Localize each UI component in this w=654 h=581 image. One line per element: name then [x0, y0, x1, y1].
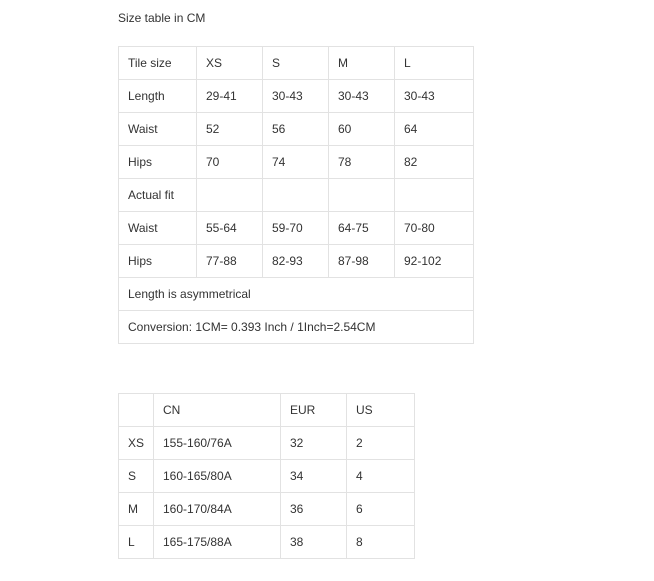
table-header-row [119, 394, 415, 427]
header-cell: CN [154, 394, 281, 427]
table-cell: 64-75 [329, 212, 395, 245]
table-row [119, 493, 415, 526]
table-row [119, 460, 415, 493]
table-cell: 70-80 [395, 212, 474, 245]
size-table [118, 46, 474, 344]
table-cell: 60 [329, 113, 395, 146]
table-cell: 160-165/80A [154, 460, 281, 493]
table-cell: 70 [197, 146, 263, 179]
table-cell [395, 179, 474, 212]
header-cell: XS [197, 47, 263, 80]
table-cell: 32 [281, 427, 347, 460]
table-cell: 6 [347, 493, 415, 526]
header-cell: S [263, 47, 329, 80]
table-row [119, 427, 415, 460]
table-cell: 30-43 [395, 80, 474, 113]
header-cell: M [329, 47, 395, 80]
header-cell: EUR [281, 394, 347, 427]
table-cell: 52 [197, 113, 263, 146]
table-cell: 30-43 [329, 80, 395, 113]
table-cell: 87-98 [329, 245, 395, 278]
table-cell: 30-43 [263, 80, 329, 113]
table-cell: 64 [395, 113, 474, 146]
table-row [119, 526, 415, 559]
table-header-row [119, 47, 474, 80]
row-label: Length [119, 80, 197, 113]
table-cell: 2 [347, 427, 415, 460]
row-label: Hips [119, 146, 197, 179]
row-label: Waist [119, 113, 197, 146]
table-cell: 165-175/88A [154, 526, 281, 559]
row-label: L [119, 526, 154, 559]
table-row [119, 311, 474, 344]
table-cell: 55-64 [197, 212, 263, 245]
size-conversion-table [118, 393, 415, 559]
header-cell [119, 394, 154, 427]
table-cell: 92-102 [395, 245, 474, 278]
table-cell [197, 179, 263, 212]
row-label: S [119, 460, 154, 493]
header-cell: L [395, 47, 474, 80]
table-cell: 29-41 [197, 80, 263, 113]
table-cell: 36 [281, 493, 347, 526]
row-label: Waist [119, 212, 197, 245]
header-cell: US [347, 394, 415, 427]
table-cell: 59-70 [263, 212, 329, 245]
table-cell: 155-160/76A [154, 427, 281, 460]
table-cell: 74 [263, 146, 329, 179]
table-row [119, 212, 474, 245]
row-label: Hips [119, 245, 197, 278]
table-row [119, 278, 474, 311]
row-label: XS [119, 427, 154, 460]
table-row [119, 80, 474, 113]
table-cell: 160-170/84A [154, 493, 281, 526]
table-cell: 78 [329, 146, 395, 179]
table-row [119, 245, 474, 278]
table-cell: 82 [395, 146, 474, 179]
header-cell: Tile size [119, 47, 197, 80]
table-cell: 77-88 [197, 245, 263, 278]
page-title: Size table in CM [118, 11, 206, 25]
table-row [119, 113, 474, 146]
table-cell: 8 [347, 526, 415, 559]
table-cell: 38 [281, 526, 347, 559]
row-label: M [119, 493, 154, 526]
table-cell: 4 [347, 460, 415, 493]
table-row [119, 146, 474, 179]
table-cell [329, 179, 395, 212]
table-cell: 82-93 [263, 245, 329, 278]
note-conversion: Conversion: 1CM= 0.393 Inch / 1Inch=2.54CM [119, 311, 474, 344]
table-row [119, 179, 474, 212]
table-cell [263, 179, 329, 212]
table-cell: 34 [281, 460, 347, 493]
row-label: Actual fit [119, 179, 197, 212]
table-cell: 56 [263, 113, 329, 146]
note-asymmetry: Length is asymmetrical [119, 278, 474, 311]
